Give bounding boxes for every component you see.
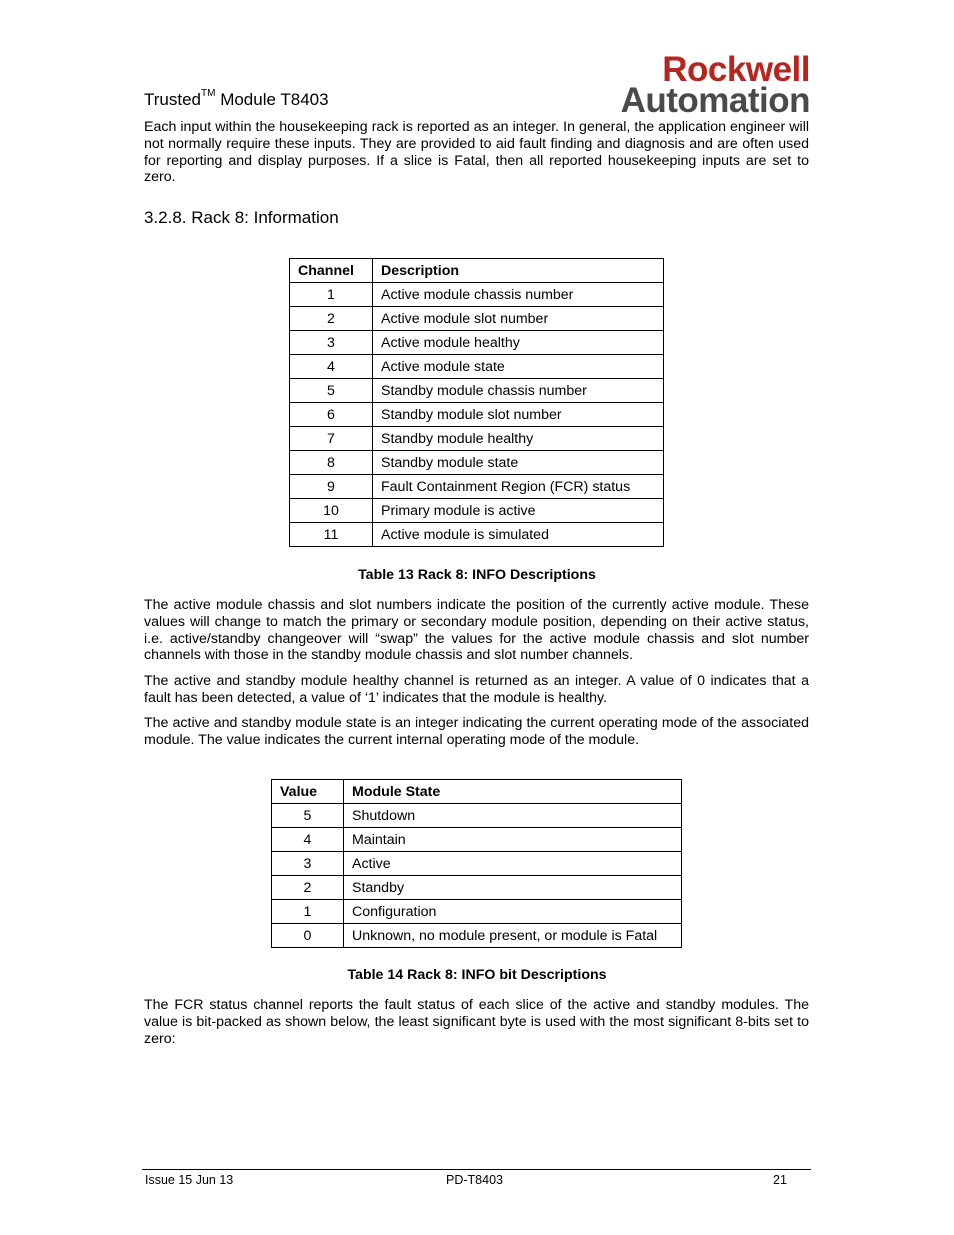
- table-row: [272, 900, 682, 924]
- table-cell: 2: [290, 307, 373, 331]
- table-cell: Fault Containment Region (FCR) status: [373, 475, 664, 499]
- table-row: [272, 876, 682, 900]
- footer-divider: [142, 1169, 811, 1170]
- rockwell-automation-logo: Rockwell Automation: [620, 50, 810, 120]
- table-cell: Standby module healthy: [373, 427, 664, 451]
- table-cell: 1: [290, 283, 373, 307]
- table-row: [290, 499, 664, 523]
- table-cell: Shutdown: [344, 804, 682, 828]
- footer-page-number: 21: [773, 1173, 787, 1187]
- table-13: [289, 258, 664, 547]
- paragraph-state: The active and standby module state is an integer indicating the current operating mode of the associated module. The value indicates the current internal operating mode of the module.: [144, 715, 809, 748]
- table-row: [272, 828, 682, 852]
- table-cell: 2: [272, 876, 344, 900]
- table-cell: Primary module is active: [373, 499, 664, 523]
- table-row: [272, 852, 682, 876]
- header-title: Trusted™ Module T8403: [144, 88, 329, 109]
- table-cell: 3: [290, 331, 373, 355]
- table-row: [290, 475, 664, 499]
- table-cell: 4: [290, 355, 373, 379]
- paragraph-healthy: The active and standby module healthy channel is returned as an integer. A value of 0 indicates that a fault has been detected, a value of ‘1’ indicates that the module is healthy.: [144, 673, 809, 706]
- table-row: [290, 355, 664, 379]
- column-header-module-state: Module State: [344, 780, 682, 804]
- table-header-row: [290, 259, 664, 283]
- table-cell: 3: [272, 852, 344, 876]
- table-header-row: [272, 780, 682, 804]
- column-header-value: Value: [272, 780, 344, 804]
- footer-doc-id: PD-T8403: [446, 1173, 503, 1187]
- intro-paragraph: Each input within the housekeeping rack is reported as an integer. In general, the application engineer will not normally require these inputs. They are provided to aid fault finding and diagnosis and are often used for reporting and display purposes. If a slice is Fatal, then all reported housekeeping inputs are set to zero.: [144, 119, 809, 186]
- table-cell: 10: [290, 499, 373, 523]
- table-cell: Active module healthy: [373, 331, 664, 355]
- table-cell: Active module is simulated: [373, 523, 664, 547]
- table-cell: Active: [344, 852, 682, 876]
- column-header-channel: Channel: [290, 259, 373, 283]
- section-heading: 3.2.8. Rack 8: Information: [144, 208, 339, 227]
- column-header-description: Description: [373, 259, 664, 283]
- table-cell: Unknown, no module present, or module is Fatal: [344, 924, 682, 948]
- table-row: [272, 924, 682, 948]
- paragraph-chassis-slot: The active module chassis and slot numbers indicate the position of the currently active module. These values will change to match the primary or secondary module position, depending on their active status, i.e. active/standby changeover will “swap” the values for the active module chassis and slot number channels with those in the standby module chassis and slot number channels.: [144, 597, 809, 664]
- table-cell: 11: [290, 523, 373, 547]
- table-row: [290, 523, 664, 547]
- table-row: [290, 331, 664, 355]
- table-cell: Maintain: [344, 828, 682, 852]
- table-13-caption: Table 13 Rack 8: INFO Descriptions: [358, 567, 596, 583]
- table-cell: 8: [290, 451, 373, 475]
- table-cell: 5: [272, 804, 344, 828]
- table-cell: Standby module chassis number: [373, 379, 664, 403]
- table-cell: Standby module slot number: [373, 403, 664, 427]
- table-cell: 1: [272, 900, 344, 924]
- table-cell: Active module state: [373, 355, 664, 379]
- table-cell: 0: [272, 924, 344, 948]
- table-cell: 5: [290, 379, 373, 403]
- table-row: [290, 379, 664, 403]
- table-cell: Configuration: [344, 900, 682, 924]
- table-cell: Standby module state: [373, 451, 664, 475]
- table-cell: 6: [290, 403, 373, 427]
- table-row: [290, 283, 664, 307]
- trademark-mark: TM: [201, 88, 216, 100]
- table-14-caption: Table 14 Rack 8: INFO bit Descriptions: [347, 967, 607, 983]
- table-cell: 4: [272, 828, 344, 852]
- table-row: [290, 403, 664, 427]
- table-cell: Active module slot number: [373, 307, 664, 331]
- table-cell: 7: [290, 427, 373, 451]
- table-14: [271, 779, 682, 948]
- table-row: [290, 307, 664, 331]
- paragraph-fcr-status: The FCR status channel reports the fault status of each slice of the active and standby modules. The value is bit-packed as shown below, the least significant byte is used with the most significant 8-bits set to zero:: [144, 997, 809, 1047]
- table-cell: Active module chassis number: [373, 283, 664, 307]
- footer-issue: Issue 15 Jun 13: [145, 1173, 234, 1187]
- table-cell: Standby: [344, 876, 682, 900]
- table-row: [290, 451, 664, 475]
- table-row: [272, 804, 682, 828]
- table-cell: 9: [290, 475, 373, 499]
- table-row: [290, 427, 664, 451]
